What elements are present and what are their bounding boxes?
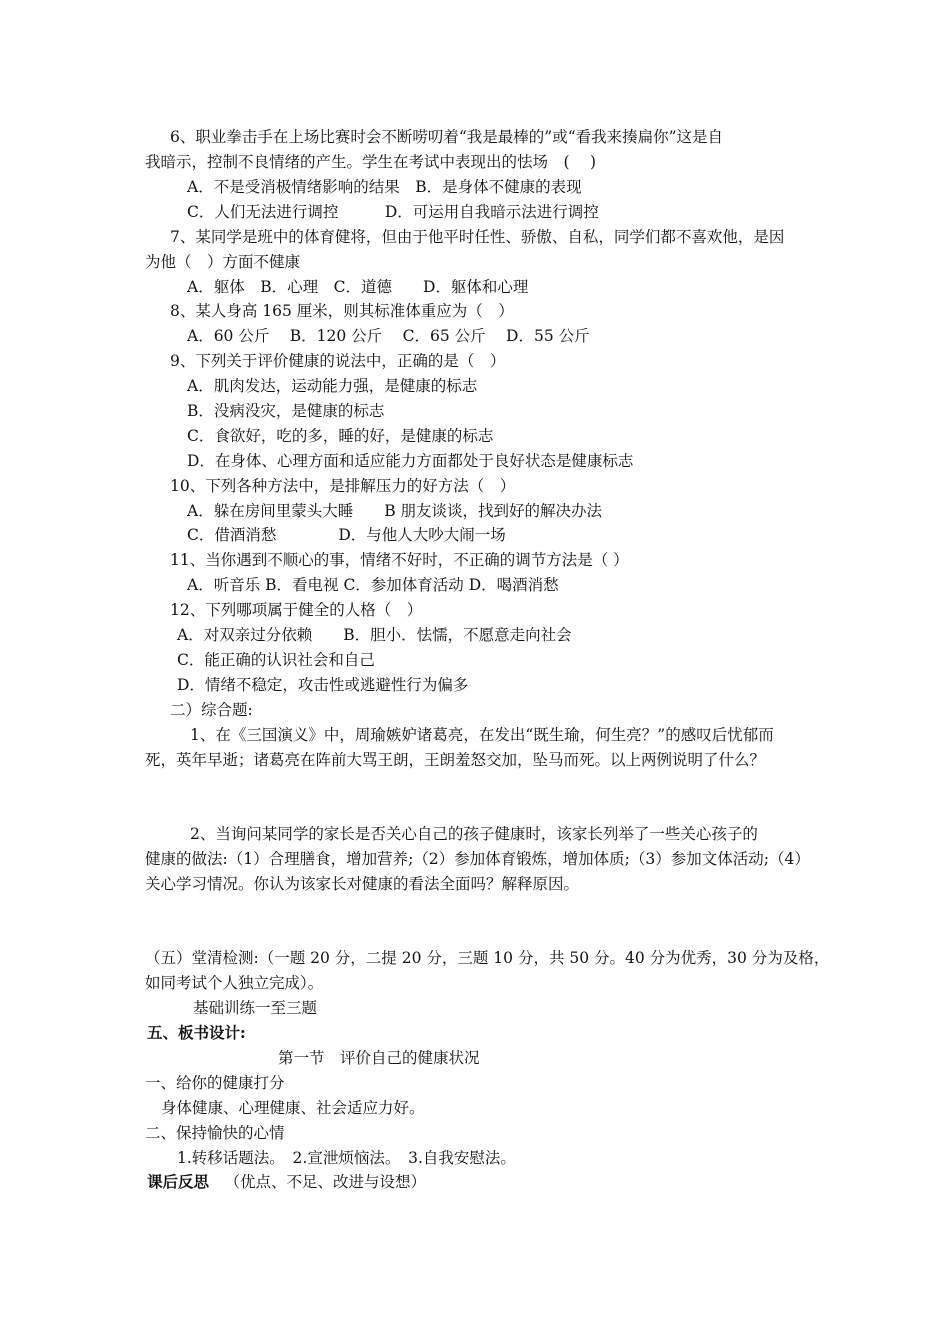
q7-stem-line1: 7、某同学是班中的体育健将，但由于他平时任性、骄傲、自私，同学们都不喜欢他，是因 [170, 228, 785, 246]
board-section-1-body: 身体健康、心理健康、社会适应力好。 [161, 1099, 425, 1117]
q9-stem: 9、下列关于评价健康的说法中，正确的是（ ） [170, 352, 506, 370]
q10-stem: 10、下列各种方法中，是排解压力的好方法（ ） [170, 477, 516, 495]
q12-option-c: C．能正确的认识社会和自己 [177, 651, 375, 669]
q11-stem: 11、当你遇到不顺心的事，情绪不好时，不正确的调节方法是（ ） [170, 551, 629, 569]
q6-stem-line2: 我暗示，控制不良情绪的产生。学生在考试中表现出的怯场 ( ) [145, 153, 597, 171]
comprehensive-q1-line2: 死，英年早逝；诸葛亮在阵前大骂王朗，王朗羞怒交加，坠马而死。以上两例说明了什么？ [145, 751, 766, 769]
board-section-2-body: 1.转移话题法。 2.宣泄烦恼法。 3.自我安慰法。 [177, 1149, 516, 1167]
q6-options-ab: A．不是受消极情绪影响的结果 B．是身体不健康的表现 [187, 178, 582, 196]
comprehensive-q2-line1: 2、当询问某同学的家长是否关心自己的孩子健康时，该家长列举了一些关心孩子的 [190, 825, 758, 843]
q7-options: A．躯体 B．心理 C．道德 D．躯体和心理 [187, 278, 529, 296]
q9-option-c: C．食欲好，吃的多，睡的好，是健康的标志 [187, 427, 494, 445]
q12-stem: 12、下列哪项属于健全的人格（ ） [170, 601, 423, 619]
reflection-hint: （优点、不足、改进与设想） [224, 1173, 427, 1191]
q12-option-d: D．情绪不稳定，攻击性或逃避性行为偏多 [177, 676, 469, 694]
reflection-label: 课后反思 [147, 1172, 210, 1191]
q9-option-d: D．在身体、心理方面和适应能力方面都处于良好状态是健康标志 [187, 452, 634, 470]
test-basic-training: 基础训练一至三题 [193, 999, 318, 1017]
q11-options: A．听音乐 B．看电视 C．参加体育活动 D．喝酒消愁 [187, 576, 559, 594]
q12-options-ab: A．对双亲过分依赖 B．胆小．怯懦，不愿意走向社会 [177, 626, 572, 644]
q6-options-cd: C．人们无法进行调控 D．可运用自我暗示法进行调控 [187, 203, 599, 221]
q10-options-cd: C．借酒消愁 D．与他人大吵大闹一场 [187, 526, 506, 544]
q9-option-b: B．没病没灾，是健康的标志 [187, 402, 385, 420]
q8-options: A．60 公斤 B．120 公斤 C．65 公斤 D．55 公斤 [187, 327, 590, 345]
q8-stem: 8、某人身高 165 厘米，则其标准体重应为（ ） [170, 302, 514, 320]
q6-stem-line1: 6、职业拳击手在上场比赛时会不断唠叨着“我是最棒的”或“看我来揍扁你”这是自 [170, 128, 724, 146]
test-instructions-line2: 如同考试个人独立完成）。 [145, 974, 324, 992]
board-design-heading: 五、板书设计: [147, 1023, 246, 1042]
reflection-line [147, 1172, 426, 1192]
comprehensive-q1-line1: 1、在《三国演义》中，周瑜嫉妒诸葛亮，在发出“既生瑜，何生亮？”的感叹后忧郁而 [190, 726, 774, 744]
q9-option-a: A．肌肉发达，运动能力强，是健康的标志 [187, 377, 478, 395]
comprehensive-heading: 二）综合题: [170, 701, 253, 719]
test-instructions-line1: （五）堂清检测:（一题 20 分，二提 20 分，三题 10 分，共 50 分。40 分为优秀，30 分为及格， [145, 949, 830, 967]
board-section-1-heading: 一、给你的健康打分 [145, 1074, 285, 1092]
comprehensive-q2-line3: 关心学习情况。你认为该家长对健康的看法全面吗？解释原因。 [145, 875, 580, 893]
q10-options-ab: A．躲在房间里蒙头大睡 B 朋友谈谈，找到好的解决办法 [187, 502, 603, 520]
board-section-2-heading: 二、保持愉快的心情 [145, 1124, 285, 1142]
board-design-title: 第一节 评价自己的健康状况 [278, 1049, 480, 1067]
q7-stem-line2: 为他（ ）方面不健康 [145, 253, 301, 271]
comprehensive-q2-line2: 健康的做法:（1）合理膳食，增加营养;（2）参加体育锻炼，增加体质;（3）参加文体活动;（4） [145, 850, 810, 868]
reflection-spacer [209, 1173, 225, 1191]
